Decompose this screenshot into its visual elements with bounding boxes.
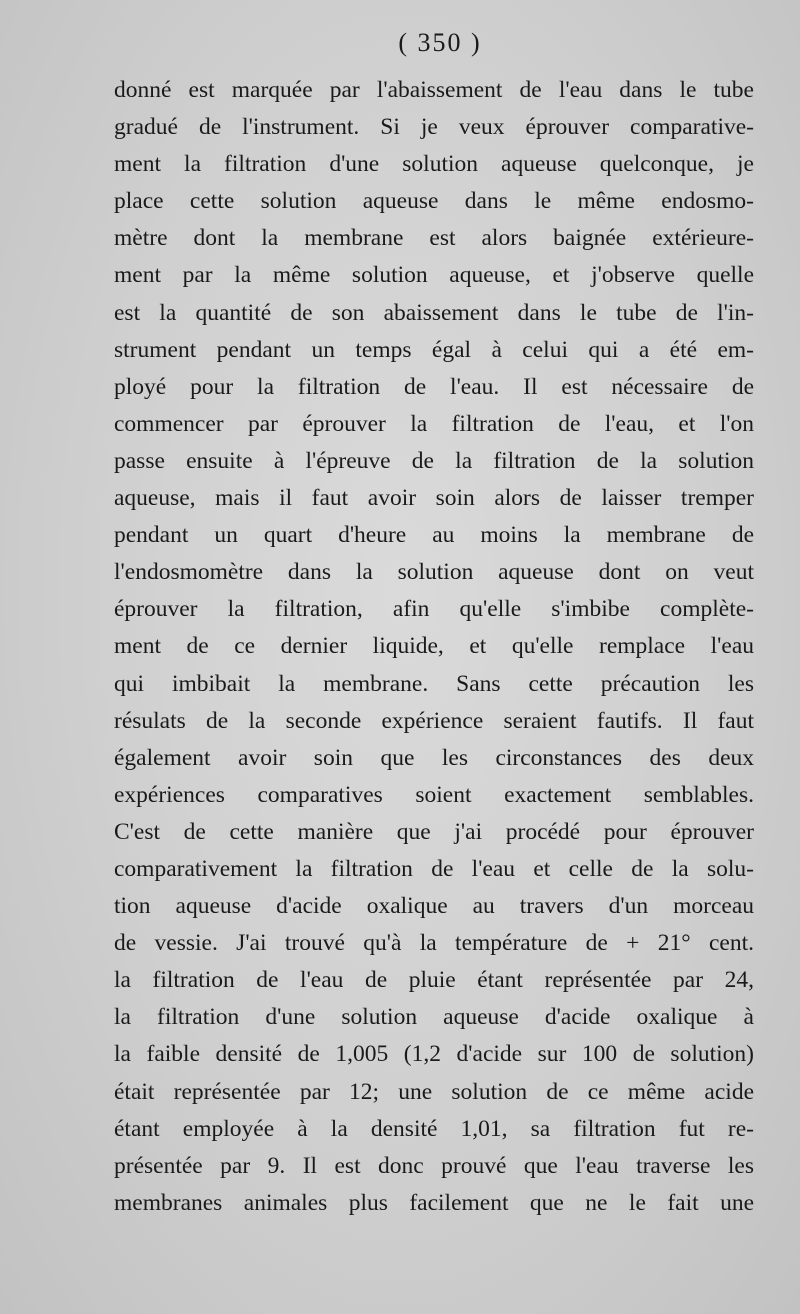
text-line: pendant un quart d'heure au moins la membrane de: [114, 522, 754, 549]
text-line: la filtration de l'eau de pluie étant représentée par 24,: [114, 967, 754, 994]
text-line: de vessie. J'ai trouvé qu'à la température de + 21° cent.: [114, 930, 754, 957]
text-line: place cette solution aqueuse dans le même endosmo-: [114, 188, 754, 215]
text-line: ment la filtration d'une solution aqueuse quelconque, je: [114, 151, 754, 178]
text-line: résulats de la seconde expérience seraient fautifs. Il faut: [114, 707, 754, 734]
text-line: également avoir soin que les circonstances des deux: [114, 744, 754, 771]
text-line: la faible densité de 1,005 (1,2 d'acide sur 100 de solution): [114, 1041, 754, 1068]
text-line: gradué de l'instrument. Si je veux éprouver comparative-: [114, 114, 754, 141]
text-line: comparativement la filtration de l'eau et celle de la solu-: [114, 855, 754, 882]
page-number: ( 350 ): [398, 28, 482, 57]
text-line: éprouver la filtration, afin qu'elle s'imbibe complète-: [114, 596, 754, 623]
text-line: la filtration d'une solution aqueuse d'acide oxalique à: [114, 1004, 754, 1031]
text-line: mètre dont la membrane est alors baignée extérieure-: [114, 225, 754, 252]
text-line: ment de ce dernier liquide, et qu'elle remplace l'eau: [114, 633, 754, 660]
text-line: commencer par éprouver la filtration de l'eau, et l'on: [114, 410, 754, 437]
text-line: était représentée par 12; une solution de ce même acide: [114, 1078, 754, 1105]
text-line: donné est marquée par l'abaissement de l'eau dans le tube: [114, 77, 754, 103]
text-line: membranes animales plus facilement que ne le fait une: [114, 1189, 754, 1216]
text-line: tion aqueuse d'acide oxalique au travers d'un morceau: [114, 893, 754, 920]
body-text: [114, 72, 754, 1222]
text-line: ployé pour la filtration de l'eau. Il est nécessaire de: [114, 373, 754, 400]
text-line: qui imbibait la membrane. Sans cette précaution les: [114, 670, 754, 697]
text-line: est la quantité de son abaissement dans le tube de l'in-: [114, 299, 754, 326]
text-line: C'est de cette manière que j'ai procédé pour éprouver: [114, 818, 754, 845]
text-line: l'endosmomètre dans la solution aqueuse dont on veut: [114, 559, 754, 586]
text-line: étant employée à la densité 1,01, sa filtration fut re-: [114, 1115, 754, 1142]
text-line: strument pendant un temps égal à celui qui a été em-: [114, 336, 754, 363]
text-line: ment par la même solution aqueuse, et j'observe quelle: [114, 262, 754, 289]
text-line: expériences comparatives soient exactement semblables.: [114, 781, 754, 808]
text-line: aqueuse, mais il faut avoir soin alors de laisser tremper: [114, 485, 754, 512]
text-line: présentée par 9. Il est donc prouvé que l'eau traverse les: [114, 1152, 754, 1179]
text-line: passe ensuite à l'épreuve de la filtration de la solution: [114, 447, 754, 474]
